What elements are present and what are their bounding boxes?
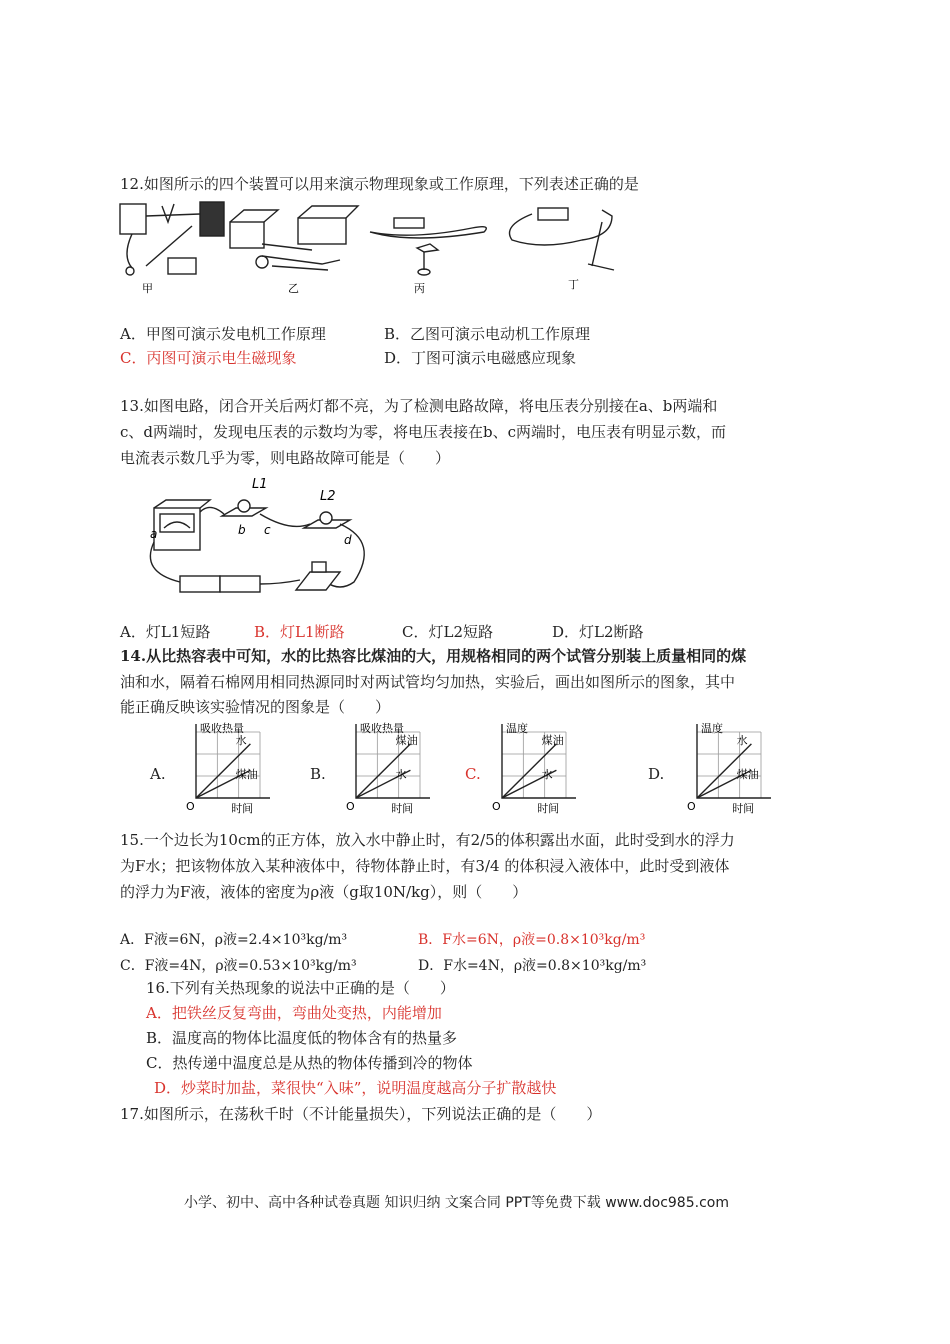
q14-graph-1 — [344, 722, 454, 822]
q17-stem: 17.如图所示，在荡秋千时（不计能量损失），下列说法正确的是（ ） — [120, 1105, 602, 1123]
q16-option-d: D．炒菜时加盐，菜很快“入味”，说明温度越高分子扩散越快 — [154, 1079, 557, 1097]
q14-graph-letter-0: A. — [150, 765, 166, 783]
label-ding: 丁 — [568, 278, 579, 291]
x-axis-label: 时间 — [732, 802, 755, 815]
q13-stem-line-2: c、d两端时，发现电压表的示数均为零，将电压表接在b、c两端时，电压表有明显示数，而 — [120, 423, 727, 441]
series-label-lower: 煤油 — [736, 768, 759, 782]
q14-graph-0 — [184, 722, 294, 822]
label-l1: L1 — [252, 477, 268, 492]
q15-option-b: B．F水=6N，ρ液=0.8×10³kg/m³ — [418, 932, 646, 948]
y-axis-label: 吸收热量 — [360, 722, 404, 735]
series-label-upper: 煤油 — [395, 733, 418, 747]
q12-option-c: C．丙图可演示电生磁现象 — [120, 349, 297, 367]
q13-option-d: D．灯L2断路 — [552, 623, 644, 641]
label-d: d — [344, 533, 352, 547]
q16-option-b: B．温度高的物体比温度低的物体含有的热量多 — [146, 1029, 458, 1047]
q14-stem-line-1: 14.从比热容表中可知，水的比热容比煤油的大，用规格相同的两个试管分别装上质量相同的煤 — [120, 647, 747, 665]
label-bing: 丙 — [414, 282, 425, 295]
label-l2: L2 — [320, 489, 336, 504]
q12-option-b: B．乙图可演示电动机工作原理 — [384, 325, 591, 343]
y-axis-label: 温度 — [506, 722, 528, 735]
q13-circuit-figure — [140, 472, 380, 612]
x-axis-label: 时间 — [231, 802, 254, 815]
q15-option-c: C．F液=4N，ρ液=0.53×10³kg/m³ — [120, 958, 357, 974]
origin-label: O — [492, 800, 501, 813]
q15-option-d: D．F水=4N，ρ液=0.8×10³kg/m³ — [418, 958, 647, 974]
label-yi: 乙 — [288, 282, 299, 295]
figure-bing — [370, 218, 486, 275]
q15-option-a: A．F液=6N，ρ液=2.4×10³kg/m³ — [120, 932, 348, 948]
x-axis-label: 时间 — [391, 802, 414, 815]
q12-stem: 12.如图所示的四个装置可以用来演示物理现象或工作原理，下列表述正确的是 — [120, 175, 639, 193]
figure-ding — [510, 208, 615, 270]
q13-option-b: B．灯L1断路 — [254, 623, 345, 641]
y-axis-label: 吸收热量 — [200, 722, 244, 735]
page-footer: 小学、初中、高中各种试卷真题 知识归纳 文案合同 PPT等免费下载 www.doc985.com — [184, 1195, 729, 1211]
q12-figure — [112, 196, 632, 296]
q16-option-c: C．热传递中温度总是从热的物体传播到冷的物体 — [146, 1054, 473, 1072]
q14-stem-line-2: 油和水，隔着石棉网用相同热源同时对两试管均匀加热，实验后，画出如图所示的图象，其中 — [120, 673, 736, 691]
q14-graph-letter-3: D. — [648, 765, 665, 783]
q14-graph-letter-2: C. — [465, 765, 481, 783]
origin-label: O — [687, 800, 696, 813]
q13-option-c: C．灯L2短路 — [402, 623, 493, 641]
series-label-lower: 煤油 — [235, 768, 258, 782]
series-label-upper: 水 — [235, 733, 247, 747]
q13-stem-line-1: 13.如图电路，闭合开关后两灯都不亮，为了检测电路故障，将电压表分别接在a、b两端和 — [120, 397, 718, 415]
q15-stem-line-1: 15.一个边长为10cm的正方体，放入水中静止时，有2/5的体积露出水面，此时受到水的浮力 — [120, 831, 735, 849]
label-b: b — [238, 523, 246, 537]
q12-option-a: A．甲图可演示发电机工作原理 — [120, 325, 326, 343]
series-label-upper: 煤油 — [541, 733, 564, 747]
q15-stem-line-3: 的浮力为F液，液体的密度为ρ液（g取10N/kg），则（ ） — [120, 883, 528, 901]
x-axis-label: 时间 — [537, 802, 560, 815]
label-a: a — [150, 527, 158, 541]
label-jia: 甲 — [142, 282, 153, 295]
q15-stem-line-2: 为F水；把该物体放入某种液体中，待物体静止时，有3/4 的体积浸入液体中，此时受到液体 — [120, 857, 730, 875]
q14-graph-letter-1: B. — [310, 765, 326, 783]
q14-graph-2 — [490, 722, 600, 822]
origin-label: O — [186, 800, 195, 813]
q16-option-a: A．把铁丝反复弯曲，弯曲处变热，内能增加 — [146, 1004, 442, 1022]
label-c: c — [264, 523, 271, 537]
q13-option-a: A．灯L1短路 — [120, 623, 211, 641]
y-axis-label: 温度 — [701, 722, 723, 735]
figure-yi — [230, 206, 358, 270]
figure-jia — [120, 202, 224, 275]
q14-graph-3 — [685, 722, 795, 822]
q13-stem-line-3: 电流表示数几乎为零，则电路故障可能是（ ） — [120, 449, 451, 467]
q12-option-d: D．丁图可演示电磁感应现象 — [384, 349, 577, 367]
origin-label: O — [346, 800, 355, 813]
q14-stem-line-3: 能正确反映该实验情况的图象是（ ） — [120, 698, 391, 716]
q16-stem: 16.下列有关热现象的说法中正确的是（ ） — [146, 979, 455, 997]
series-label-lower: 水 — [395, 768, 407, 782]
series-label-lower: 水 — [541, 768, 553, 782]
series-label-upper: 水 — [736, 733, 748, 747]
